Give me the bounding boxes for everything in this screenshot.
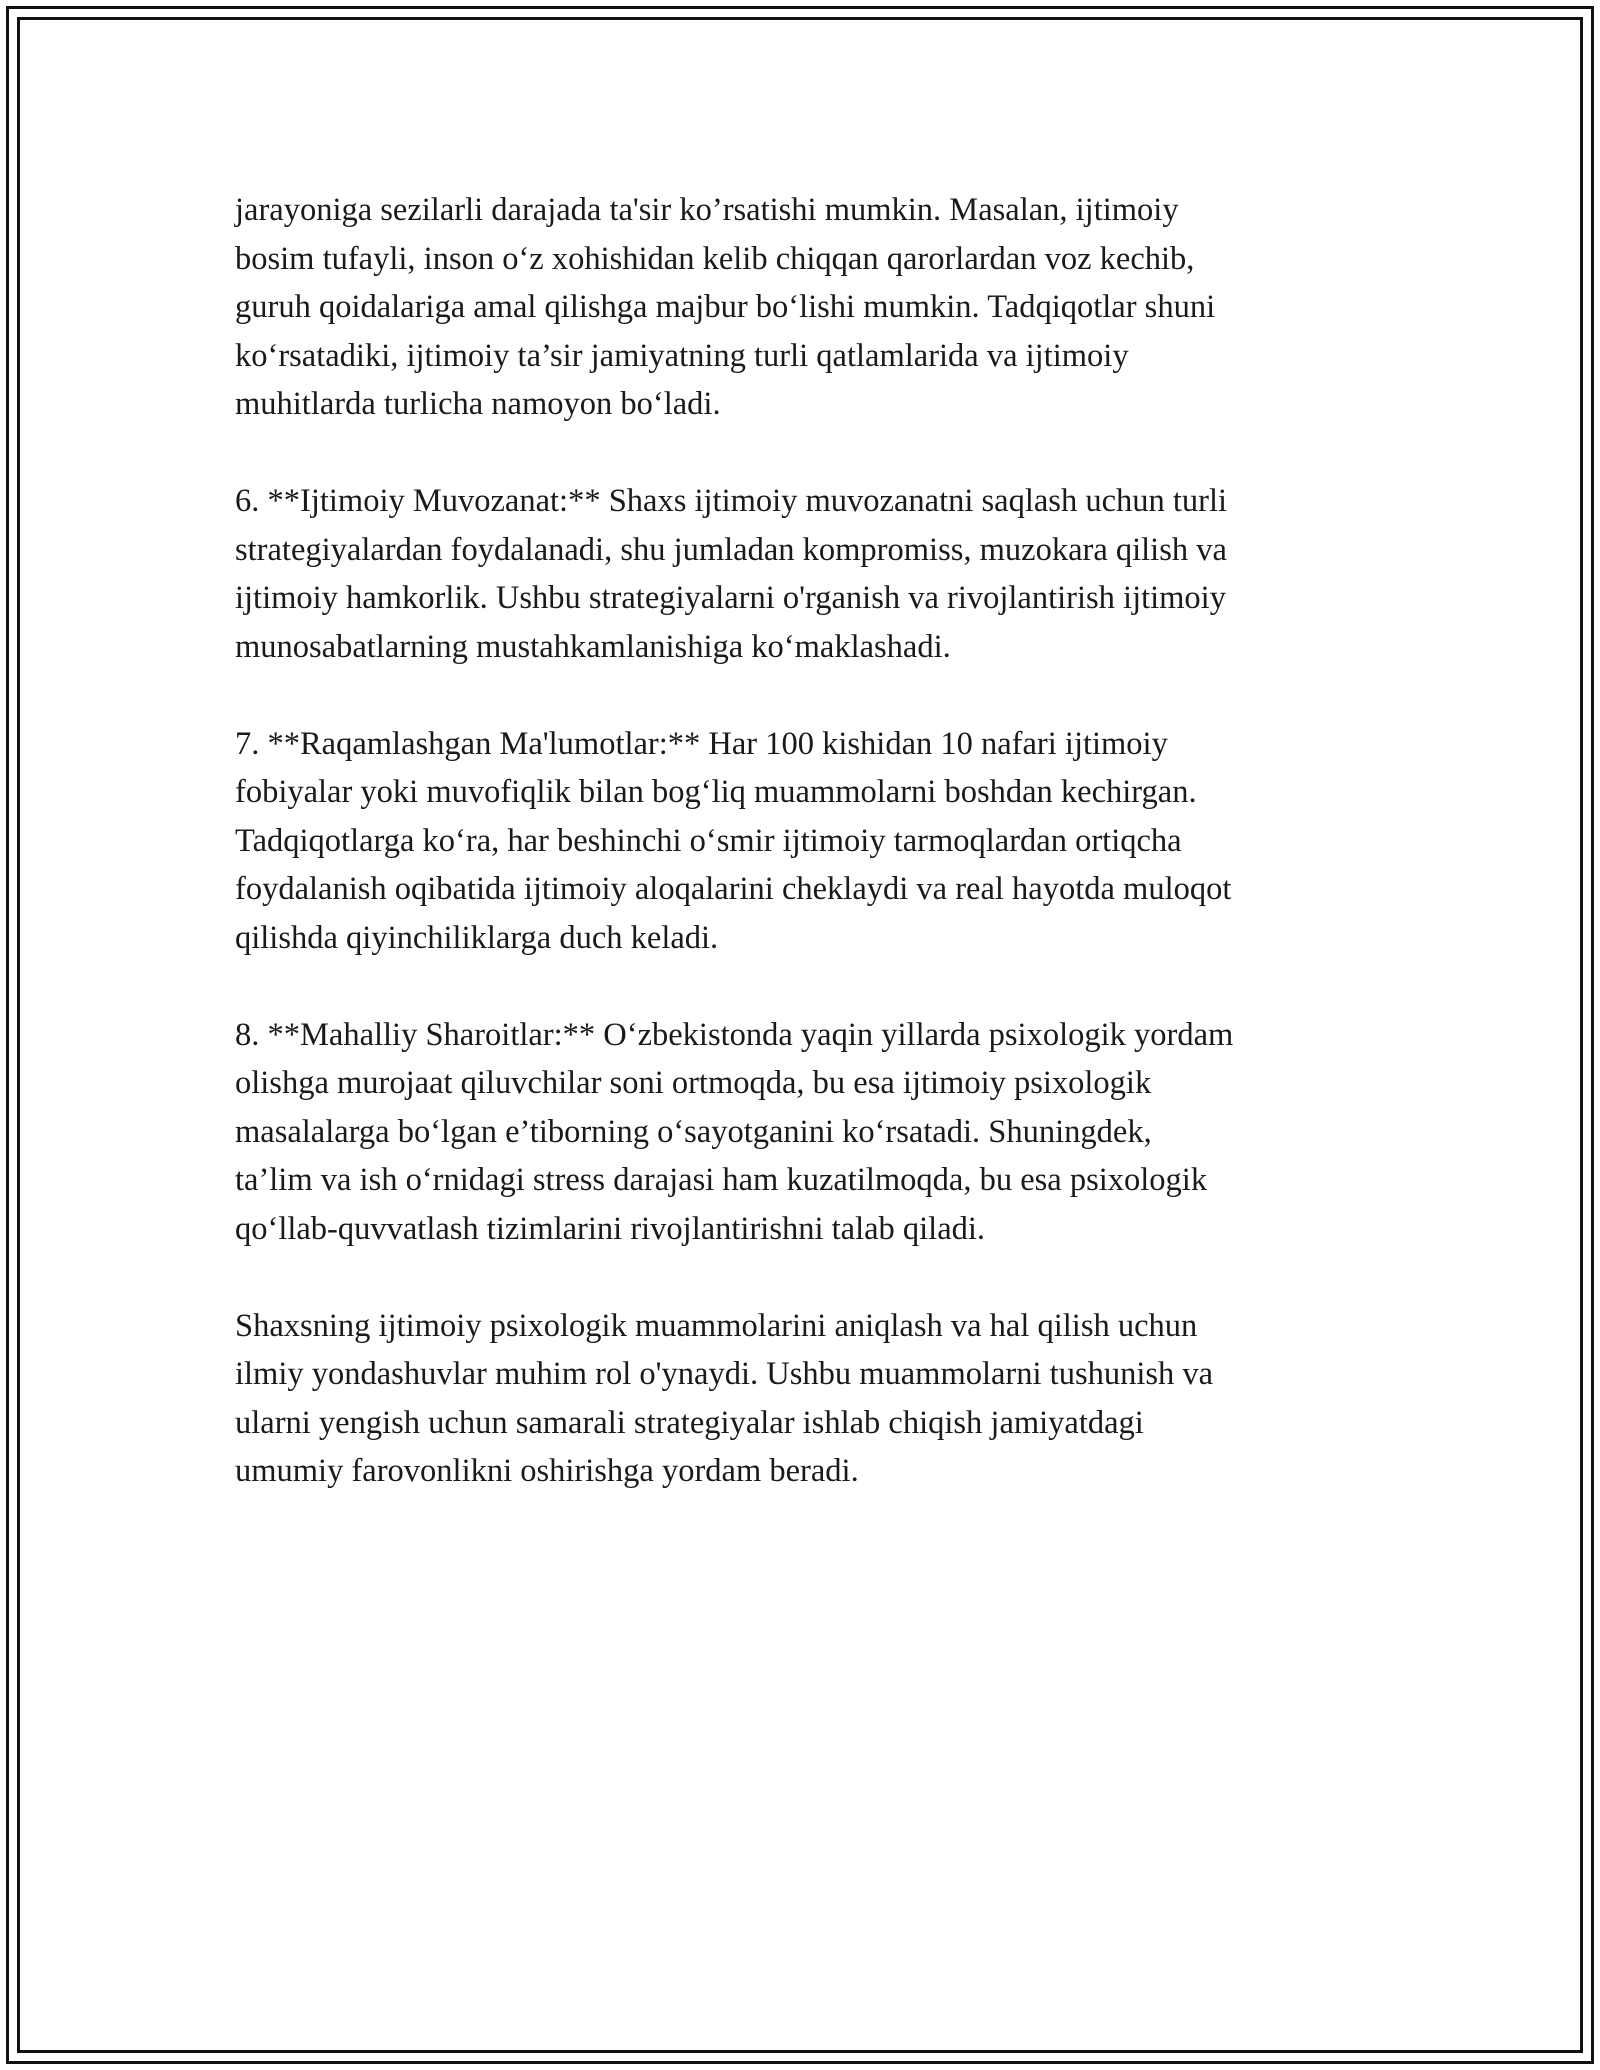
text-line: strategiyalardan foydalanadi, shu jumladan kompromiss, muzokara qilish va: [235, 531, 1227, 568]
paragraph-gap: [235, 671, 1405, 720]
text-line: Shaxsning ijtimoiy psixologik muammolarini aniqlash va hal qilish uchun: [235, 1307, 1198, 1344]
paragraph-continuation: [235, 186, 1405, 429]
text-line: ta’lim va ish o‘rnidagi stress darajasi ham kuzatilmoqda, bu esa psixologik: [235, 1162, 1208, 1198]
text-line: ularni yengish uchun samarali strategiyalar ishlab chiqish jamiyatdagi: [235, 1404, 1144, 1441]
text-line: 8. **Mahalliy Sharoitlar:** O‘zbekistonda yaqin yillarda psixologik yordam: [235, 1016, 1234, 1053]
document-body: [235, 186, 1405, 1496]
paragraph-gap: [235, 429, 1405, 478]
paragraph-item-8: [235, 1011, 1405, 1254]
text-line: 7. **Raqamlashgan Ma'lumotlar:** Har 100 kishidan 10 nafari ijtimoiy: [235, 725, 1168, 762]
text-line: muhitlarda turlicha namoyon bo‘ladi.: [235, 386, 721, 422]
paragraph-gap: [235, 962, 1405, 1011]
text-line: guruh qoidalariga amal qilishga majbur bo‘lishi mumkin. Tadqiqotlar shuni: [235, 289, 1216, 325]
paragraph-conclusion: [235, 1302, 1405, 1496]
text-line: ijtimoiy hamkorlik. Ushbu strategiyalarni o'rganish va rivojlantirish ijtimoiy: [235, 580, 1226, 616]
text-line: bosim tufayli, inson o‘z xohishidan kelib chiqqan qarorlardan voz kechib,: [235, 240, 1195, 277]
text-line: qilishda qiyinchiliklarga duch keladi.: [235, 919, 719, 956]
text-line: qo‘llab-quvvatlash tizimlarini rivojlantirishni talab qiladi.: [235, 1210, 986, 1247]
text-line: munosabatlarning mustahkamlanishiga ko‘maklashadi.: [235, 628, 951, 665]
text-line: jarayoniga sezilarli darajada ta'sir ko’rsatishi mumkin. Masalan, ijtimoiy: [235, 192, 1179, 228]
text-line: 6. **Ijtimoiy Muvozanat:** Shaxs ijtimoiy muvozanatni saqlash uchun turli: [235, 483, 1228, 519]
paragraph-item-7: [235, 720, 1405, 963]
text-line: ilmiy yondashuvlar muhim rol o'ynaydi. Ushbu muammolarni tushunish va: [235, 1356, 1214, 1392]
paragraph-gap: [235, 1253, 1405, 1302]
text-line: foydalanish oqibatida ijtimoiy aloqalarini cheklaydi va real hayotda muloqot: [235, 871, 1232, 907]
text-line: Tadqiqotlarga ko‘ra, har beshinchi o‘smir ijtimoiy tarmoqlardan ortiqcha: [235, 822, 1182, 859]
text-line: ko‘rsatadiki, ijtimoiy ta’sir jamiyatning turli qatlamlarida va ijtimoiy: [235, 337, 1129, 374]
text-line: umumiy farovonlikni oshirishga yordam beradi.: [235, 1453, 859, 1489]
text-line: olishga murojaat qiluvchilar soni ortmoqda, bu esa ijtimoiy psixologik: [235, 1065, 1152, 1101]
paragraph-item-6: [235, 477, 1405, 671]
text-line: fobiyalar yoki muvofiqlik bilan bog‘liq muammolarni boshdan kechirgan.: [235, 774, 1197, 810]
text-line: masalalarga bo‘lgan e’tiborning o‘sayotganini ko‘rsatadi. Shuningdek,: [235, 1113, 1152, 1150]
